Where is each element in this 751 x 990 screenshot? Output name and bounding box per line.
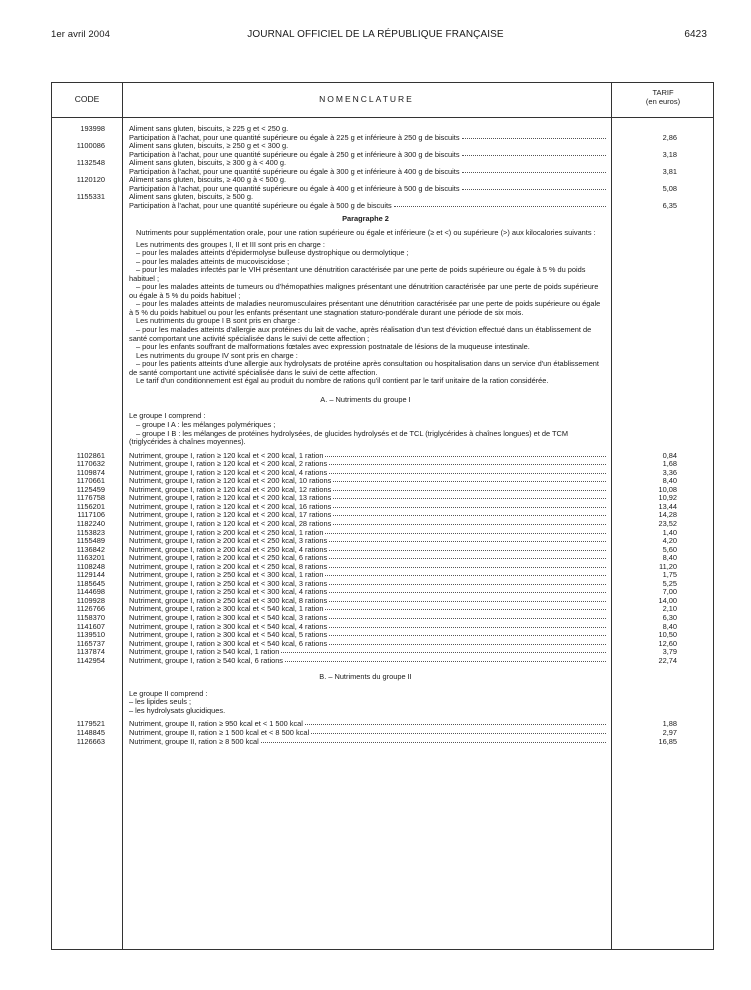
code-cell: 1125459 (76, 484, 105, 494)
condition-item-text: – pour les malades atteints d'épidermolyse bulleuse dystrophique ou dermolytique ; (136, 248, 409, 258)
tarif-cell (611, 738, 715, 747)
line-text: Participation à l'achat, pour une quantité supérieure ou égale à 250 g et inférieure à 300 g de biscuits (129, 149, 460, 159)
code-cell: 1109928 (76, 595, 105, 605)
tarif-value: 14,00 (658, 595, 677, 605)
code-cell: 1170661 (76, 476, 105, 486)
condition-item (52, 326, 713, 343)
nomenclature-cell (122, 193, 611, 210)
leader-dots (329, 635, 606, 636)
table-row (52, 657, 713, 666)
code-cell: 1163201 (76, 553, 105, 563)
group-intro-text: Le groupe II comprend : (129, 688, 208, 698)
group-title-text: Les nutriments du groupe IV sont pris en charge : (136, 350, 298, 360)
code-cell: 1136842 (76, 544, 105, 554)
tarif-value: 22,74 (658, 655, 677, 665)
tarif-value: 3,81 (662, 166, 677, 176)
tarif-value: 2,86 (662, 132, 677, 142)
tarif-value: 2,10 (662, 604, 677, 614)
line-text: Nutriment, groupe I, ration ≥ 120 kcal et < 200 kcal, 10 rations (129, 476, 332, 486)
group-title-text: Les nutriments des groupes I, II et III sont pris en charge : (136, 239, 325, 249)
leader-dots (325, 575, 606, 576)
tarif-value: 8,40 (662, 476, 677, 486)
line-text: Nutriment, groupe I, ration ≥ 120 kcal et < 200 kcal, 28 rations (129, 518, 332, 528)
tarif-value: 10,50 (658, 630, 677, 640)
page-date: 1er avril 2004 (51, 29, 110, 40)
code-cell: 1109874 (76, 467, 105, 477)
table-row (52, 125, 713, 142)
leader-dots (261, 742, 606, 743)
line-text: Nutriment, groupe I, ration ≥ 250 kcal et < 300 kcal, 8 rations (129, 595, 328, 605)
code-cell: 1144698 (76, 587, 105, 597)
code-cell: 1142954 (76, 655, 105, 665)
leader-dots (462, 189, 606, 190)
line-text: Nutriment, groupe I, ration ≥ 200 kcal et < 250 kcal, 1 ration (129, 527, 324, 537)
line-text: Nutriment, groupe I, ration ≥ 300 kcal et < 540 kcal, 6 rations (129, 638, 328, 648)
code-cell: 1158370 (76, 612, 105, 622)
line-text: Nutriment, groupe I, ration ≥ 120 kcal et < 200 kcal, 1 ration (129, 450, 324, 460)
tarif-value: 2,97 (662, 728, 677, 737)
tarif-value: 1,68 (662, 459, 677, 469)
tarif-value: 11,20 (659, 561, 677, 571)
leader-dots (325, 533, 606, 534)
tarif-cell (611, 159, 715, 176)
line-text: Nutriment, groupe I, ration ≥ 540 kcal, 1 ration (129, 647, 280, 657)
code-cell: 1132548 (76, 158, 105, 168)
leader-dots (329, 464, 606, 465)
code-cell: 1179521 (76, 719, 105, 729)
line-text: Nutriment, groupe I, ration ≥ 250 kcal et < 300 kcal, 3 rations (129, 578, 328, 588)
leader-dots (329, 558, 606, 559)
leader-dots (329, 627, 606, 628)
code-cell: 1176758 (76, 493, 105, 503)
journal-title: JOURNAL OFFICIEL DE LA RÉPUBLIQUE FRANÇAISE (247, 29, 504, 40)
leader-dots (305, 724, 606, 725)
code-cell: 1182240 (76, 518, 105, 528)
line-text: Nutriment, groupe I, ration ≥ 250 kcal et < 300 kcal, 1 ration (129, 570, 324, 580)
line-text: Nutriment, groupe I, ration ≥ 200 kcal et < 250 kcal, 6 rations (129, 553, 328, 563)
dotted-line (129, 202, 606, 211)
intro-paragraph-text: Nutriments pour supplémentation orale, pour une ration supérieure ou égale et inférieure (≥ et <) ou supérieure (>) aux kilocalories suivants : (136, 228, 596, 238)
leader-dots (329, 644, 606, 645)
line-text: Nutriment, groupe I, ration ≥ 300 kcal et < 540 kcal, 3 rations (129, 612, 328, 622)
line-text: Nutriment, groupe I, ration ≥ 200 kcal et < 250 kcal, 4 rations (129, 544, 328, 554)
table-row (52, 142, 713, 159)
line-text: Nutriment, groupe II, ration ≥ 1 500 kcal et < 8 500 kcal (129, 728, 310, 737)
tarif-value: 5,25 (662, 578, 677, 588)
dotted-line (129, 738, 606, 747)
code-cell: 1102861 (76, 450, 105, 460)
tarif-cell (611, 193, 715, 210)
tarif-value: 5,08 (662, 183, 677, 193)
leader-dots (329, 592, 606, 593)
tarif-value: 12,60 (658, 638, 677, 648)
column-header-tarif (611, 88, 715, 106)
code-cell: 1155489 (76, 536, 105, 546)
group-item-text: – les lipides seuls ; (129, 697, 192, 707)
table-body (52, 125, 713, 746)
leader-dots (394, 206, 606, 207)
code-cell: 1165737 (76, 638, 105, 648)
tarif-value: 6,35 (662, 200, 677, 210)
leader-dots (333, 481, 606, 482)
group-item-text: – groupe I B : les mélanges de protéines hydrolysées, de glucides hydrolysés et de TCL (triglycérides à chaînes longues) et de TCM (triglycérides à chaînes moyennes). (129, 428, 569, 447)
tarif-cell (611, 125, 715, 142)
code-cell: 1139510 (76, 630, 105, 640)
code-cell: 1141607 (76, 621, 105, 631)
leader-dots (333, 498, 606, 499)
tarif-value: 3,18 (662, 149, 677, 159)
line-text: Participation à l'achat, pour une quantité supérieure ou égale à 300 g et inférieure à 400 g de biscuits (129, 166, 460, 176)
tarif-cell (611, 142, 715, 159)
tarif-value: 14,28 (658, 510, 677, 520)
nomenclature-cell (122, 142, 611, 159)
code-cell: 1100086 (76, 141, 105, 151)
tarif-value: 10,08 (658, 484, 677, 494)
column-header-nomenclature: NOMENCLATURE (319, 94, 414, 104)
tarif-value: 0,84 (662, 450, 677, 460)
condition-item-text: – pour les patients atteints d'une allergie aux hydrolysats de protéine après consultation ou hospitalisation dans un service d'un établissement de santé comportant une activité spécialisée dans le suivi de cette affection. (129, 359, 599, 377)
page-number: 6423 (684, 29, 707, 40)
tarif-value: 8,40 (662, 553, 677, 563)
condition-item-text: – pour les malades infectés par le VIH présentant une dénutrition caractérisée par une perte de poids supérieure ou égale à 5 % du poids habituel ; (129, 265, 586, 283)
line-text: Nutriment, groupe I, ration ≥ 200 kcal et < 250 kcal, 8 rations (129, 561, 328, 571)
tarif-label: TARIF (652, 88, 674, 97)
group-title-text: Les nutriments du groupe I B sont pris en charge : (136, 316, 300, 326)
leader-dots (462, 172, 606, 173)
leader-dots (329, 601, 606, 602)
dotted-line (129, 657, 606, 666)
leader-dots (325, 456, 606, 457)
section-title: B. – Nutriments du groupe II (319, 672, 412, 682)
column-header-code: CODE (74, 94, 100, 104)
tarif-value: 7,00 (662, 587, 677, 597)
tarif-value: 16,85 (658, 736, 677, 746)
nomenclature-cell (122, 125, 611, 142)
leader-dots (311, 733, 606, 734)
code-cell: 193998 (80, 124, 105, 133)
product-name: Aliment sans gluten, biscuits, ≥ 300 g à < 400 g. (129, 158, 287, 168)
leader-dots (329, 473, 606, 474)
section-title: A. – Nutriments du groupe I (320, 394, 411, 404)
code-cell: 1185645 (76, 578, 105, 588)
code-cell: 1156201 (76, 501, 105, 511)
line-text: Nutriment, groupe I, ration ≥ 250 kcal et < 300 kcal, 4 rations (129, 587, 328, 597)
table-row (52, 176, 713, 193)
line-text: Participation à l'achat, pour une quantité supérieure ou égale à 225 g et inférieure à 250 g de biscuits (129, 132, 460, 142)
leader-dots (285, 661, 606, 662)
product-name: Aliment sans gluten, biscuits, ≥ 500 g. (129, 192, 254, 202)
leader-dots (333, 515, 606, 516)
tarif-value: 13,44 (658, 501, 677, 511)
header-divider (52, 117, 713, 118)
leader-dots (281, 652, 606, 653)
condition-item-text: – pour les malades atteints d'allergie aux protéines du lait de vache, après réalisation d'un test d'éviction effectué dans un établissement de santé comportant une activité spécialisée dans le suivi de cette affection ; (129, 325, 592, 343)
leader-dots (325, 609, 606, 610)
tarif-value: 1,40 (662, 527, 677, 537)
line-text: Nutriment, groupe II, ration ≥ 8 500 kcal (129, 736, 259, 746)
condition-item-text: – pour les malades atteints de mucoviscidose ; (136, 256, 290, 266)
group-intro-text: Le groupe I comprend : (129, 411, 206, 421)
line-text: Participation à l'achat, pour une quantité supérieure ou égale à 500 g de biscuits (129, 200, 392, 210)
tarif-value: 4,20 (662, 536, 677, 546)
line-text: Nutriment, groupe I, ration ≥ 540 kcal, 6 rations (129, 655, 283, 665)
line-text: Nutriment, groupe I, ration ≥ 120 kcal et < 200 kcal, 2 rations (129, 459, 328, 469)
group-item-text: – groupe I A : les mélanges polymériques ; (136, 419, 276, 429)
line-text: Nutriment, groupe I, ration ≥ 120 kcal et < 200 kcal, 12 rations (129, 484, 332, 494)
section-title: Paragraphe 2 (342, 214, 389, 224)
line-text: Nutriment, groupe I, ration ≥ 120 kcal et < 200 kcal, 16 rations (129, 501, 332, 511)
line-text: Nutriment, groupe I, ration ≥ 120 kcal et < 200 kcal, 17 rations (129, 510, 332, 520)
line-text: Nutriment, groupe II, ration ≥ 950 kcal et < 1 500 kcal (129, 719, 303, 729)
leader-dots (329, 567, 606, 568)
tarif-value: 3,36 (662, 467, 677, 477)
nomenclature-cell (122, 176, 611, 193)
leader-dots (329, 584, 606, 585)
nomenclature-cell (122, 738, 611, 747)
condition-item-text: – pour les malades atteints de tumeurs ou d'hémopathies malignes présentant une dénutrition caractérisée par une perte de poids supérieure ou égale à 5 % du poids habituel ; (129, 282, 599, 300)
line-text: Nutriment, groupe I, ration ≥ 120 kcal et < 200 kcal, 4 rations (129, 467, 328, 477)
code-cell: 1126766 (76, 604, 105, 614)
product-name: Aliment sans gluten, biscuits, ≥ 400 g à < 500 g. (129, 175, 287, 185)
leader-dots (329, 541, 606, 542)
leader-dots (462, 155, 606, 156)
code-cell: 1126663 (76, 736, 105, 746)
condition-item (52, 283, 713, 300)
leader-dots (333, 524, 606, 525)
code-cell: 1129144 (76, 570, 105, 580)
group-item (52, 430, 713, 447)
leader-dots (333, 507, 606, 508)
table-row (52, 193, 713, 210)
code-cell: 1120120 (76, 175, 105, 185)
tarif-value: 10,92 (658, 493, 677, 503)
line-text: Nutriment, groupe I, ration ≥ 300 kcal et < 540 kcal, 1 ration (129, 604, 324, 614)
table-row (52, 159, 713, 176)
line-text: Participation à l'achat, pour une quantité supérieure ou égale à 400 g et inférieure à 500 g de biscuits (129, 183, 460, 193)
tarif-value: 3,79 (662, 647, 677, 657)
code-cell: 1117106 (77, 510, 105, 520)
code-cell: 1108248 (76, 561, 105, 571)
nomenclature-cell (122, 159, 611, 176)
code-cell: 1137874 (76, 647, 105, 657)
leader-dots (329, 550, 606, 551)
tarif-value: 1,75 (662, 570, 677, 580)
line-text: Nutriment, groupe I, ration ≥ 200 kcal et < 250 kcal, 3 rations (129, 536, 328, 546)
nomenclature-cell (122, 657, 611, 666)
tarif-cell (611, 657, 715, 666)
tarif-value: 23,52 (658, 518, 677, 528)
condition-item (52, 266, 713, 283)
condition-item (52, 360, 713, 377)
group-item-text: – les hydrolysats glucidiques. (129, 705, 226, 715)
line-text: Nutriment, groupe I, ration ≥ 120 kcal et < 200 kcal, 13 rations (129, 493, 332, 503)
tariff-table (51, 82, 714, 950)
code-cell: 1148845 (76, 728, 105, 737)
tarif-note (52, 377, 713, 386)
intro-paragraph (52, 229, 713, 238)
code-cell: 1155331 (76, 192, 105, 202)
tarif-unit: (en euros) (645, 97, 681, 106)
line-text: Nutriment, groupe I, ration ≥ 300 kcal et < 540 kcal, 4 rations (129, 621, 328, 631)
leader-dots (462, 138, 606, 139)
product-name: Aliment sans gluten, biscuits, ≥ 225 g et < 250 g. (129, 124, 289, 133)
code-cell: 1153823 (76, 527, 105, 537)
line-text: Nutriment, groupe I, ration ≥ 300 kcal et < 540 kcal, 5 rations (129, 630, 328, 640)
condition-item-text: – pour les enfants souffrant de malformations fœtales avec expression postnatale de lésions de la muqueuse intestinale. (136, 342, 530, 352)
leader-dots (329, 618, 606, 619)
leader-dots (333, 490, 606, 491)
tarif-note-text: Le tarif d'un conditionnement est égal au produit du nombre de rations qu'il contient par le tarif unitaire de la ration considérée. (136, 376, 549, 386)
table-row (52, 738, 713, 747)
condition-item-text: – pour les malades atteints de maladies neuromusculaires présentant une dénutrition caractérisée par une perte de poids supérieure ou égale à 5 % du poids habituel ou pour les enfants présentant une stagnation staturo-pondérale durant une période de six mois. (129, 299, 601, 317)
condition-item (52, 300, 713, 317)
tarif-value: 1,88 (662, 719, 677, 729)
group-item (52, 707, 713, 716)
tarif-value: 8,40 (662, 621, 677, 631)
code-cell: 1170632 (76, 459, 105, 469)
tarif-cell (611, 176, 715, 193)
tarif-value: 6,30 (662, 612, 677, 622)
tarif-value: 5,60 (662, 544, 677, 554)
product-name: Aliment sans gluten, biscuits, ≥ 250 g et < 300 g. (129, 141, 289, 151)
